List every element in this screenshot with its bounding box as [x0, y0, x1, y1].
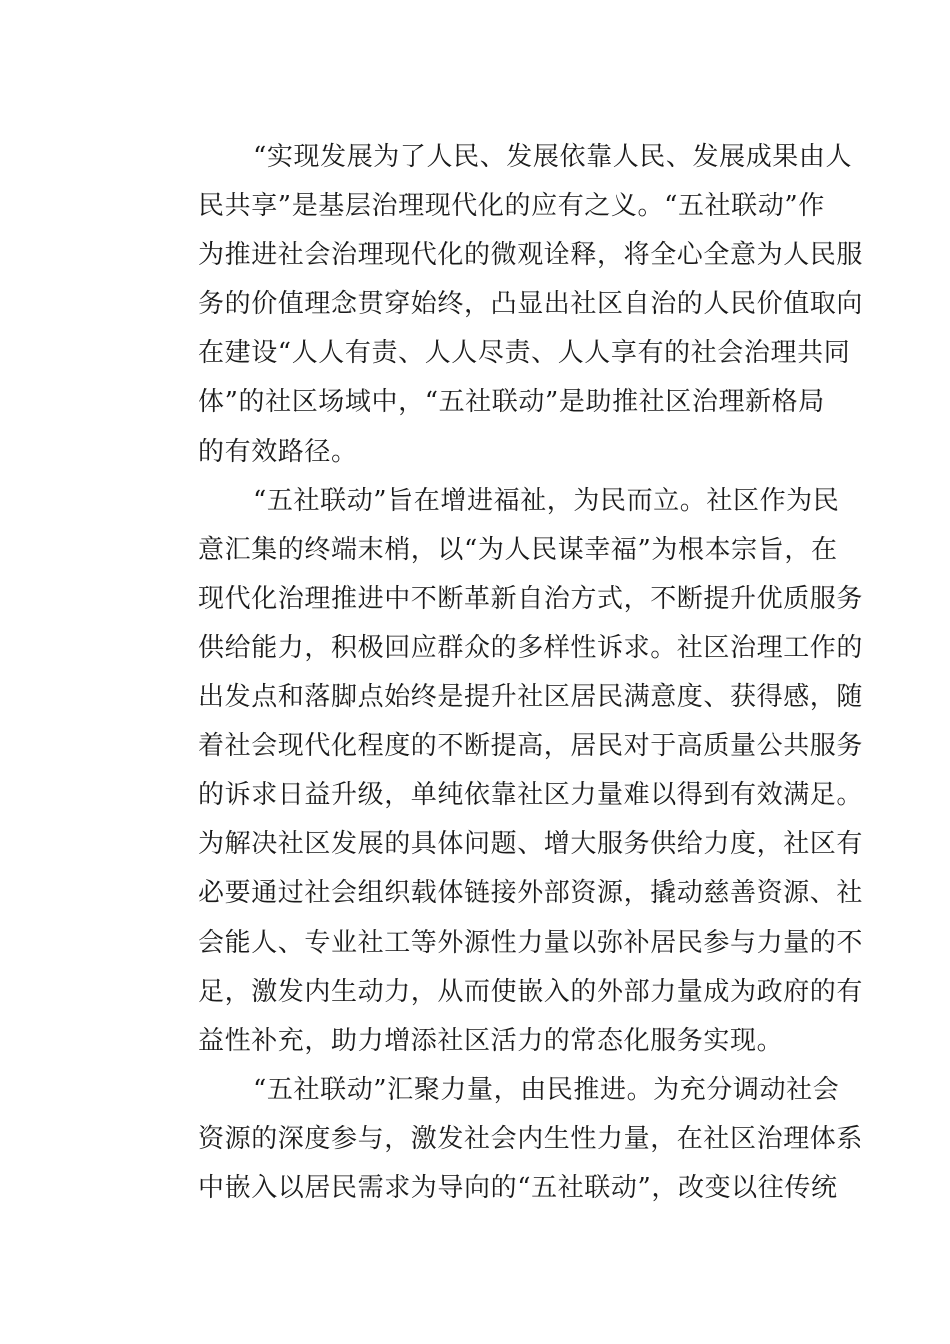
- paragraph-2: [146, 477, 864, 1066]
- text-line: 出发点和落脚点始终是提升社区居民满意度、获得感，随: [198, 682, 864, 713]
- text-line: 益性补充，助力增添社区活力的常态化服务实现。: [198, 1025, 784, 1056]
- text-line: 体”的社区场域中，“五社联动”是助推社区治理新格局: [198, 387, 825, 418]
- text-line: “实现发展为了人民、发展依靠人民、发展成果由人: [253, 142, 853, 172]
- text-line: 足，激发内生动力，从而使嵌入的外部力量成为政府的有: [198, 976, 864, 1007]
- paragraph-3: [146, 1066, 864, 1213]
- text-line: 中嵌入以居民需求为导向的“五社联动”，改变以往传统: [198, 1172, 838, 1203]
- text-line: 资源的深度参与，激发社会内生性力量，在社区治理体系: [198, 1123, 864, 1154]
- text-line: 的有效路径。: [198, 436, 358, 467]
- text-line: 民共享”是基层治理现代化的应有之义。“五社联动”作: [198, 191, 825, 222]
- text-line: “五社联动”汇聚力量，由民推进。为充分调动社会: [253, 1074, 840, 1105]
- text-line: 的诉求日益升级，单纯依靠社区力量难以得到有效满足。: [198, 780, 864, 811]
- text-line: 为推进社会治理现代化的微观诠释，将全心全意为人民服: [198, 240, 864, 271]
- text-line: 现代化治理推进中不断革新自治方式，不断提升优质服务: [198, 583, 864, 614]
- text-line: 会能人、专业社工等外源性力量以弥补居民参与力量的不: [198, 927, 864, 958]
- text-line: 为解决社区发展的具体问题、增大服务供给力度，社区有: [198, 829, 864, 860]
- text-line: 意汇集的终端末梢，以“为人民谋幸福”为根本宗旨，在: [198, 534, 838, 565]
- text-line: 在建设“人人有责、人人尽责、人人享有的社会治理共同: [198, 338, 851, 369]
- text-line: 务的价值理念贯穿始终，凸显出社区自治的人民价值取向: [198, 289, 864, 320]
- text-line: “五社联动”旨在增进福祉，为民而立。社区作为民: [253, 485, 840, 516]
- text-line: 供给能力，积极回应群众的多样性诉求。社区治理工作的: [198, 632, 864, 663]
- text-line: 必要通过社会组织载体链接外部资源，撬动慈善资源、社: [198, 878, 864, 909]
- text-line: 着社会现代化程度的不断提高，居民对于高质量公共服务: [198, 731, 864, 762]
- body-text: [146, 133, 864, 1213]
- paragraph-1: [146, 133, 864, 477]
